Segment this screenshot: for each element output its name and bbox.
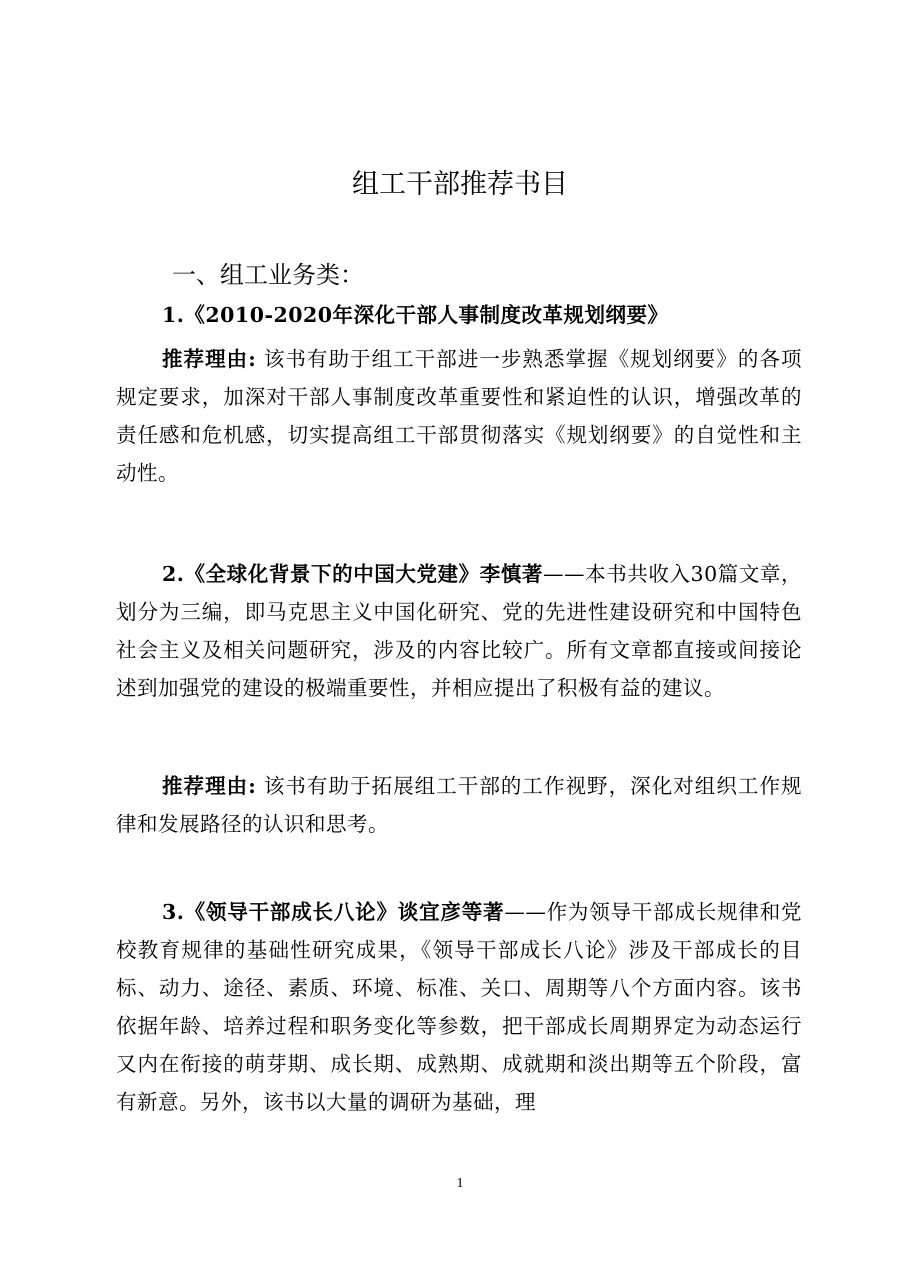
page-title: 组工干部推荐书目: [352, 169, 568, 200]
item-1-reason-text: 该书有助于组工干部进一步熟悉掌握《规划纲要》的各项规定要求，加深对干部人事制度改革重要性和紧迫性的认识，增强改革的责任感和危机感，切实提高组工干部贯彻落实《规划纲要》的自觉性和主动性。: [116, 347, 802, 485]
item-2-description: ——本书共收入30篇文章，划分为三编，即马克思主义中国化研究、党的先进性建设研究和中国特色社会主义及相关问题研究，涉及的内容比较广。所有文章都直接或间接论述到加强党的建设的极端重要性，并相应提出了积极有益的建议。: [116, 562, 802, 700]
item-1-title: 1.《2010-2020年深化干部人事制度改革规划纲要》: [162, 303, 669, 327]
item-2-reason-text: 该书有助于拓展组工干部的工作视野，深化对组织工作规律和发展路径的认识和思考。: [116, 774, 802, 836]
item-3-title: 3.《领导干部成长八论》谈宜彦等著: [162, 900, 505, 924]
item-3-description: ——作为领导干部成长规律和党校教育规律的基础性研究成果，《领导干部成长八论》涉及干部成长的目标、动力、途径、素质、环境、标准、关口、周期等八个方面内容。该书依据年龄、培养过程和职务变化等参数，把干部成长周期界定为动态运行又内在衔接的萌芽期、成长期、成熟期、成就期和淡出期等五个阶段，富有新意。另外，该书以大量的调研为基础，理: [116, 900, 802, 1114]
page-number: 1: [456, 1176, 464, 1191]
section-heading: 一、组工业务类：: [172, 261, 364, 289]
item-2-entry: [116, 555, 802, 707]
item-2-reason-label: 推荐理由:: [162, 774, 257, 798]
item-3-entry: [116, 893, 802, 1121]
item-2-reason: [116, 767, 802, 843]
item-1-reason: [116, 340, 802, 492]
item-1-heading: [116, 296, 802, 334]
item-1-reason-label: 推荐理由:: [162, 347, 257, 371]
item-2-title: 2.《全球化背景下的中国大党建》李慎著: [162, 562, 544, 586]
